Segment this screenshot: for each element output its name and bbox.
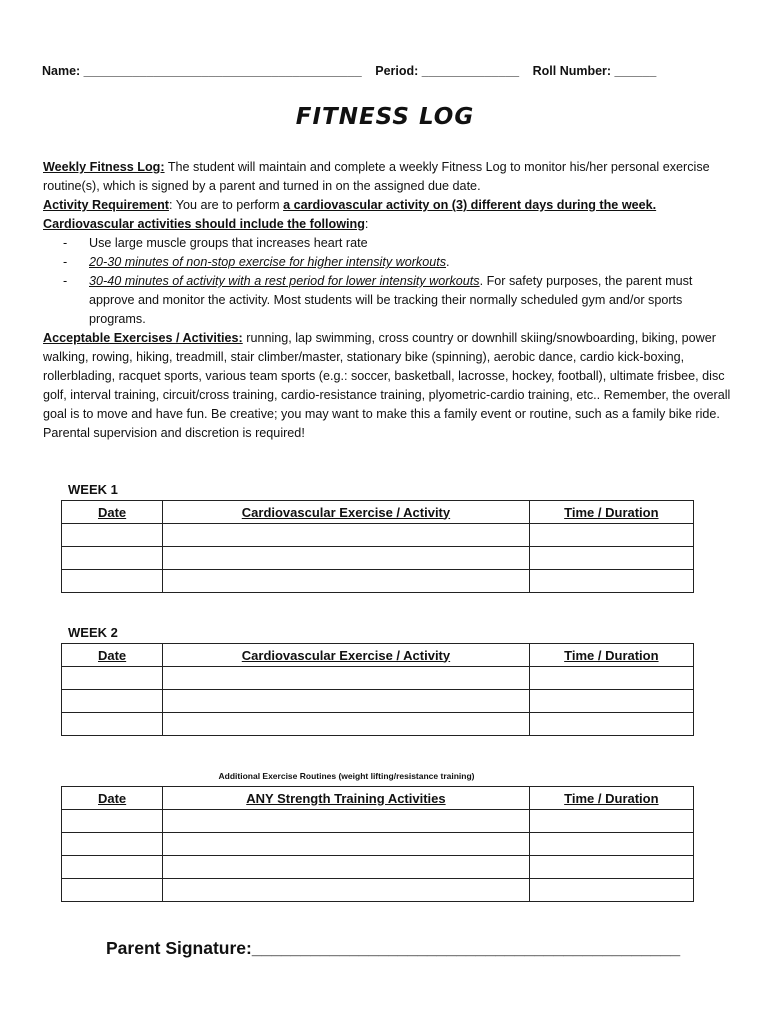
duration-column-header: Time / Duration — [529, 501, 693, 524]
acceptable-exercises-paragraph — [43, 329, 733, 443]
activity-cell[interactable] — [163, 713, 530, 736]
date-cell[interactable] — [62, 570, 163, 593]
activity-cell[interactable] — [163, 524, 530, 547]
cardio-requirements-list — [43, 234, 733, 329]
cardio-heading — [43, 215, 733, 234]
table-row — [62, 810, 694, 833]
activity-cell[interactable] — [163, 879, 530, 902]
table-row — [62, 856, 694, 879]
table-row — [62, 570, 694, 593]
activity-requirement-paragraph — [43, 196, 733, 215]
activity-cell[interactable] — [163, 833, 530, 856]
duration-column-header: Time / Duration — [529, 787, 693, 810]
table-header-row — [62, 787, 694, 810]
table-header-row — [62, 501, 694, 524]
date-cell[interactable] — [62, 667, 163, 690]
duration-cell[interactable] — [529, 713, 693, 736]
week2-label: WEEK 2 — [68, 625, 118, 640]
date-column-header: Date — [62, 501, 163, 524]
table-row — [62, 713, 694, 736]
date-column-header: Date — [62, 787, 163, 810]
table-row — [62, 879, 694, 902]
duration-cell[interactable] — [529, 524, 693, 547]
week2-table — [61, 643, 694, 736]
activity-cell[interactable] — [163, 570, 530, 593]
duration-cell[interactable] — [529, 690, 693, 713]
acceptable-exercises-text: running, lap swimming, cross country or downhill skiing/snowboarding, biking, power walking, rowing, hiking, treadmill, stair climber/master, stationary bike (spinning), aerobic dance, cardio kick-boxing, rollerblading, racquet sports, various team sports (e.g.: soccer, basketball, lacrosse, hockey, football), ultimate frisbee, disc golf, interval training, circuit/cross training, cardio-resistance training, plyometric-cardio training, etc.. Remember, the overall goal is to move and have fun. Be creative; you may want to make this a family event or routine, such as a family bike ride. Parental supervision and discretion is required! — [43, 331, 731, 440]
date-column-header: Date — [62, 644, 163, 667]
acceptable-exercises-label: Acceptable Exercises / Activities: — [43, 331, 243, 345]
cardio-heading-suffix: : — [364, 217, 369, 231]
weekly-log-label: Weekly Fitness Log: — [43, 160, 165, 174]
bullet-text: Use large muscle groups that increases heart rate — [89, 236, 368, 250]
duration-cell[interactable] — [529, 833, 693, 856]
strength-table — [61, 786, 694, 902]
activity-requirement-label: Activity Requirement — [43, 198, 169, 212]
duration-cell[interactable] — [529, 547, 693, 570]
activity-column-header: ANY Strength Training Activities — [163, 787, 530, 810]
bullet-suffix: . For safety purposes, the parent must approve and monitor the activity. Most students will be tracking their normally scheduled gym and/or sports programs. — [89, 274, 693, 326]
table-row — [62, 690, 694, 713]
table-row — [62, 667, 694, 690]
duration-cell[interactable] — [529, 667, 693, 690]
table-row — [62, 833, 694, 856]
list-item: - 30-40 minutes of activity with a rest period for lower intensity workouts. For safety purposes, the parent must approve and monitor the activity. Most students will be tracking their normally scheduled gym and/or sports programs. — [63, 274, 693, 326]
duration-cell[interactable] — [529, 570, 693, 593]
date-cell[interactable] — [62, 713, 163, 736]
activity-requirement-bold: a cardiovascular activity on (3) different days during the week. — [283, 198, 657, 212]
strength-caption: Additional Exercise Routines (weight lifting/resistance training) — [218, 771, 475, 781]
bullet-text: 20-30 minutes of non-stop exercise for higher intensity workouts — [89, 255, 447, 269]
cardio-heading-text: Cardiovascular activities should include the following — [43, 217, 365, 231]
date-cell[interactable] — [62, 833, 163, 856]
activity-requirement-text: : You are to perform — [168, 198, 284, 212]
activity-cell[interactable] — [163, 547, 530, 570]
table-header-row — [62, 644, 694, 667]
instructions — [43, 158, 733, 443]
date-cell[interactable] — [62, 690, 163, 713]
date-cell[interactable] — [62, 547, 163, 570]
date-cell[interactable] — [62, 810, 163, 833]
activity-cell[interactable] — [163, 810, 530, 833]
date-cell[interactable] — [62, 879, 163, 902]
name-field[interactable]: Name: ________________________________________ — [42, 64, 362, 78]
roll-number-field[interactable]: Roll Number: ______ — [532, 64, 657, 78]
date-cell[interactable] — [62, 856, 163, 879]
duration-column-header: Time / Duration — [529, 644, 693, 667]
activity-cell[interactable] — [163, 690, 530, 713]
table-row — [62, 524, 694, 547]
activity-cell[interactable] — [163, 856, 530, 879]
bullet-text: 30-40 minutes of activity with a rest period for lower intensity workouts — [89, 274, 480, 288]
period-field[interactable]: Period: ______________ — [375, 64, 520, 78]
duration-cell[interactable] — [529, 879, 693, 902]
weekly-log-text: The student will maintain and complete a weekly Fitness Log to monitor his/her personal exercise routine(s), which is signed by a parent and turned in on the assigned due date. — [43, 160, 710, 193]
activity-column-header: Cardiovascular Exercise / Activity — [163, 644, 530, 667]
date-cell[interactable] — [62, 524, 163, 547]
list-item: - Use large muscle groups that increases heart rate — [63, 236, 368, 250]
week1-table — [61, 500, 694, 593]
activity-column-header: Cardiovascular Exercise / Activity — [163, 501, 530, 524]
week1-label: WEEK 1 — [68, 482, 118, 497]
table-row — [62, 547, 694, 570]
parent-signature-field[interactable]: Parent Signature:____________________________________________ — [106, 938, 681, 958]
bullet-suffix: . — [446, 255, 450, 269]
list-item: - 20-30 minutes of non-stop exercise for higher intensity workouts. — [63, 255, 450, 269]
student-info-line — [42, 64, 730, 78]
activity-cell[interactable] — [163, 667, 530, 690]
duration-cell[interactable] — [529, 810, 693, 833]
page-title: FITNESS LOG — [295, 104, 475, 130]
duration-cell[interactable] — [529, 856, 693, 879]
weekly-log-paragraph — [43, 158, 733, 196]
